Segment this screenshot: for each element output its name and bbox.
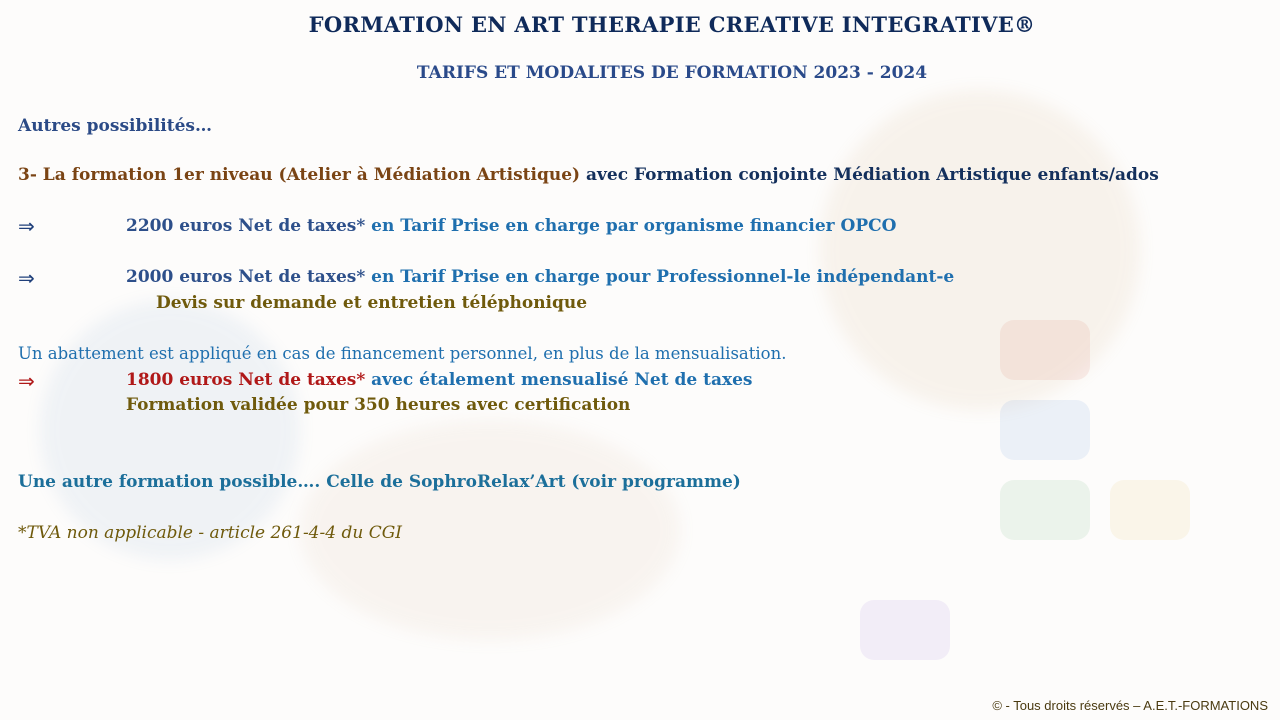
price-2-detail: en Tarif Prise en charge pour Professionnel-le indépendant-e	[365, 267, 955, 287]
price-2-note: Devis sur demande et entretien téléphonique	[156, 293, 588, 313]
arrow-icon: ⇒	[18, 214, 35, 238]
copyright-notice: © - Tous droits réservés – A.E.T.-FORMATIONS	[992, 698, 1268, 713]
price-1-detail: en Tarif Prise en charge par organisme financier OPCO	[365, 216, 897, 236]
section-heading: Autres possibilités…	[18, 116, 212, 136]
page-title: FORMATION EN ART THERAPIE CREATIVE INTEGRATIVE®	[308, 12, 1036, 37]
price-2-line	[126, 267, 954, 287]
offer-3-detail: avec Formation conjointe Médiation Artistique enfants/ados	[580, 165, 1159, 185]
price-3-note: Formation validée pour 350 heures avec certification	[126, 395, 631, 415]
price-2-amount: 2000 euros Net de taxes*	[126, 267, 366, 287]
price-3-detail: avec étalement mensualisé Net de taxes	[365, 370, 753, 390]
arrow-icon: ⇒	[18, 266, 35, 290]
page-subtitle: TARIFS ET MODALITES DE FORMATION 2023 - 2024	[416, 63, 928, 83]
price-1-amount: 2200 euros Net de taxes*	[126, 216, 366, 236]
other-training-text: Une autre formation possible…. Celle de SophroRelax’Art (voir programme)	[18, 472, 741, 492]
tva-footnote: *TVA non applicable - article 261-4-4 du CGI	[18, 523, 403, 543]
arrow-icon: ⇒	[18, 369, 35, 393]
offer-3-title: 3- La formation 1er niveau (Atelier à Médiation Artistique)	[18, 165, 581, 185]
price-1-line	[126, 216, 896, 236]
price-3-amount: 1800 euros Net de taxes*	[126, 370, 366, 390]
offer-3-line	[18, 165, 1159, 185]
abatement-text: Un abattement est appliqué en cas de financement personnel, en plus de la mensualisation.	[18, 344, 787, 363]
price-3-line	[126, 370, 753, 390]
